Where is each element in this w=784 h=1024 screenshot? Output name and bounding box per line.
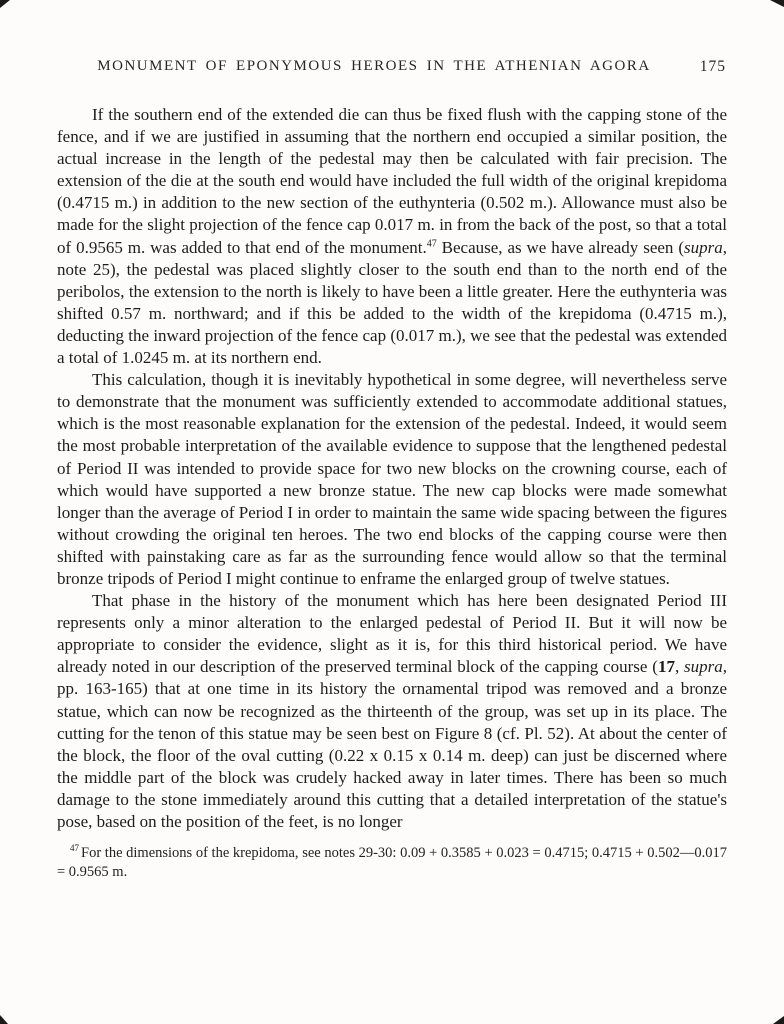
text-run: , note 25), the pedestal was placed slightly closer to the south end than to the north end of the peribolos, the extension to the north is likely to have been a little greater. Here the euthynteria was shifted 0.57 m. northward; and if this be added to the width of the krepidoma (0.4715 m.), deducting the inward projection of the fence cap (0.017 m.), we see that the pedestal was extended a total of 1.0245 m. at its northern end. — [57, 237, 727, 368]
text-run: supra — [684, 237, 723, 257]
footnote-marker: 47 — [70, 843, 79, 854]
footnote-text: For the dimensions of the krepidoma, see notes 29-30: 0.09 + 0.3585 + 0.023 = 0.4715; 0.4715 + 0.502—0.017 = 0.9565 m. — [57, 845, 727, 881]
text-run: If the southern end of the extended die can thus be fixed flush with the capping stone of the fence, and if we are justified in assuming that the northern end occupied a similar position, the actual increase in the length of the pedestal may then be calculated with fair precision. The extension of the die at the south end would have included the full width of the original krepidoma (0.4715 m.) in addition to the new section of the euthynteria (0.502 m.). Allowance must also be made for the slight projection of the fence cap 0.017 m. in from the back of the post, so that a total of 0.9565 m. was added to that end of the monument. — [57, 105, 727, 257]
text-run: , pp. 163-165) that at one time in its history the ornamental tripod was removed and a bronze statue, which can now be recognized as the thirteenth of the group, was set up in its place. The cutting for the tenon of this statue may be seen best on Figure 8 (cf. Pl. 52). At about the center of the block, the floor of the oval cutting (0.22 x 0.15 x 0.14 m. deep) can just be discerned where the middle part of the block was crudely hacked away in later times. There has been so much damage to the stone immediately around this cutting that a detailed interpretation of the statue's pose, based on the position of the feet, is no longer — [57, 657, 727, 831]
scan-artifact-bottom-left — [0, 1015, 8, 1024]
paragraph — [57, 104, 727, 369]
page-number: 175 — [699, 58, 726, 75]
paragraph — [57, 590, 727, 833]
text-run: supra — [684, 657, 723, 677]
body-text — [57, 104, 727, 833]
footnote — [57, 844, 727, 882]
paragraph — [57, 369, 727, 590]
scan-artifact-bottom-right — [773, 1016, 784, 1024]
text-run: , — [674, 657, 685, 677]
text-run: This calculation, though it is inevitably hypothetical in some degree, will nevertheless serve to demonstrate that the monument was sufficiently extended to accommodate additional statues, which is the most reasonable explanation for the extension of the pedestal. Indeed, it would seem the most probable interpretation of the available evidence to suppose that the lengthened pedestal of Period II was intended to provide space for two new blocks on the crowning course, each of which would have supported a new bronze statue. The new cap blocks were made somewhat longer than the average of Period I in order to maintain the same wide spacing between the figures without crowding the original ten heroes. The two end blocks of the capping course were then shifted with painstaking care as far as the surrounding fence would allow so that the terminal bronze tripods of Period I might continue to enframe the enlarged group of twelve statues. — [57, 370, 727, 588]
text-run: 17 — [657, 657, 675, 677]
running-title: MONUMENT OF EPONYMOUS HEROES IN THE ATHENIAN AGORA — [97, 58, 651, 74]
text-run: That phase in the history of the monument which has here been designated Period III represents only a minor alteration to the enlarged pedestal of Period II. But it will now be appropriate to consider the evidence, slight as it is, for this third historical period. We have already noted in our description of the preserved terminal block of the capping course ( — [57, 591, 727, 677]
scan-artifact-top-left — [0, 0, 10, 8]
text-run: Because, as we have already seen ( — [436, 237, 684, 257]
page-header — [57, 58, 727, 78]
text-run: 47 — [426, 237, 437, 249]
scan-artifact-top-right — [770, 0, 784, 7]
